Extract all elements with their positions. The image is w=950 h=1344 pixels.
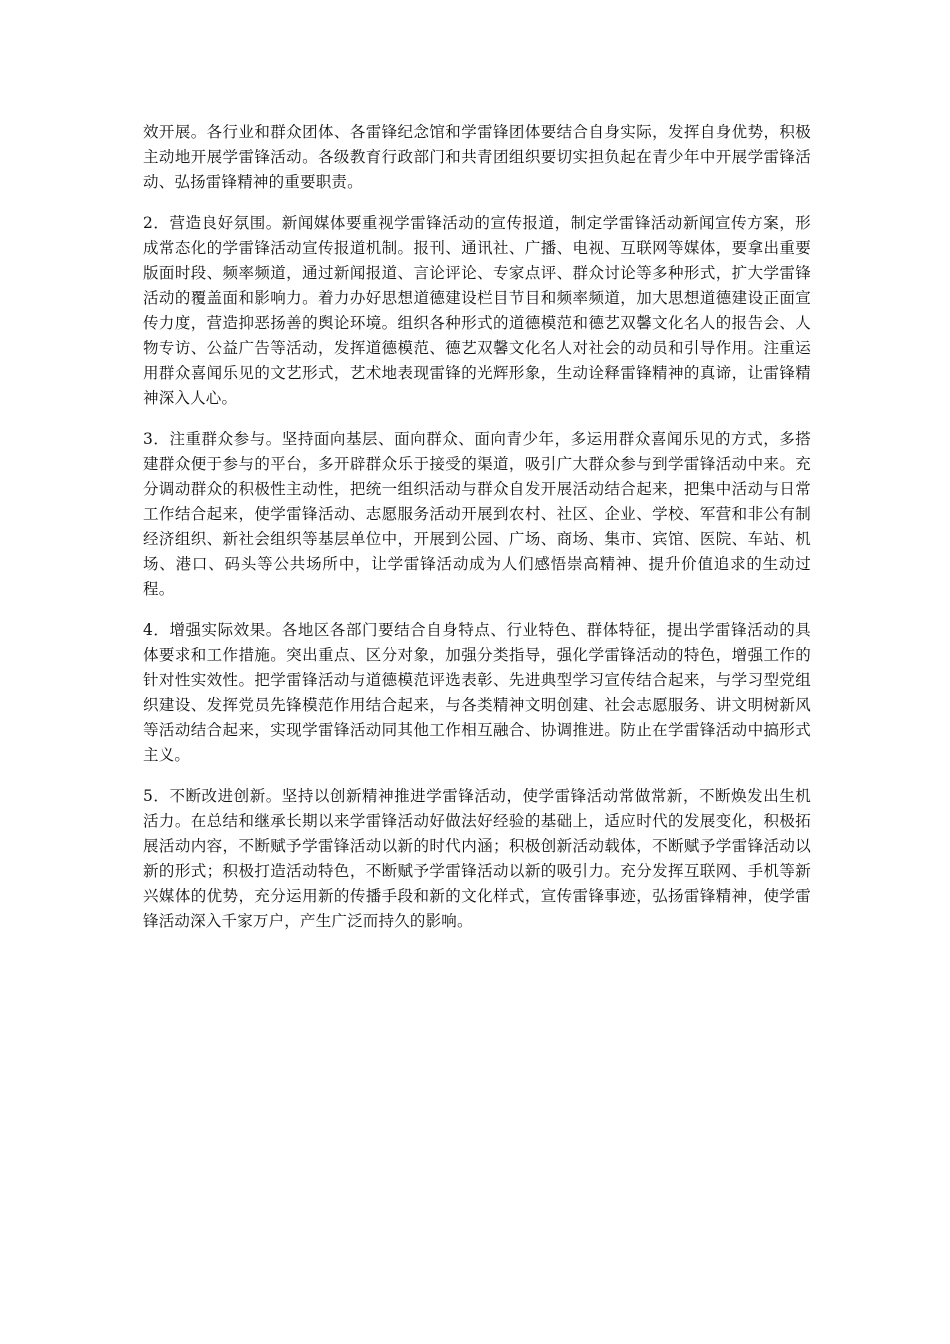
paragraph-item-2: 2．营造良好氛围。新闻媒体要重视学雷锋活动的宣传报道，制定学雷锋活动新闻宣传方案，形成常态化的学雷锋活动宣传报道机制。报刊、通讯社、广播、电视、互联网等媒体，要拿出重要版面时段、频率频道，通过新闻报道、言论评论、专家点评、群众讨论等多种形式，扩大学雷锋活动的覆盖面和影响力。着力办好思想道德建设栏目节目和频率频道，加大思想道德建设正面宣传力度，营造抑恶扬善的舆论环境。组织各种形式的道德模范和德艺双馨文化名人的报告会、人物专访、公益广告等活动，发挥道德模范、德艺双馨文化名人对社会的动员和引导作用。注重运用群众喜闻乐见的文艺形式，艺术地表现雷锋的光辉形象，生动诠释雷锋精神的真谛，让雷锋精神深入人心。 — [143, 214, 811, 407]
document-page — [143, 120, 811, 950]
paragraph-item-5: 5．不断改进创新。坚持以创新精神推进学雷锋活动，使学雷锋活动常做常新，不断焕发出生机活力。在总结和继承长期以来学雷锋活动好做法好经验的基础上，适应时代的发展变化，积极拓展活动内容，不断赋予学雷锋活动以新的时代内涵；积极创新活动载体，不断赋予学雷锋活动以新的形式；积极打造活动特色，不断赋予学雷锋活动以新的吸引力。充分发挥互联网、手机等新兴媒体的优势，充分运用新的传播手段和新的文化样式，宣传雷锋事迹，弘扬雷锋精神，使学雷锋活动深入千家万户，产生广泛而持久的影响。 — [143, 787, 811, 930]
paragraph-continuation: 效开展。各行业和群众团体、各雷锋纪念馆和学雷锋团体要结合自身实际，发挥自身优势，积极主动地开展学雷锋活动。各级教育行政部门和共青团组织要切实担负起在青少年中开展学雷锋活动、弘扬雷锋精神的重要职责。 — [143, 123, 811, 191]
paragraph-item-4: 4．增强实际效果。各地区各部门要结合自身特点、行业特色、群体特征，提出学雷锋活动的具体要求和工作措施。突出重点、区分对象，加强分类指导，强化学雷锋活动的特色，增强工作的针对性实效性。把学雷锋活动与道德模范评选表彰、先进典型学习宣传结合起来，与学习型党组织建设、发挥党员先锋模范作用结合起来，与各类精神文明创建、社会志愿服务、讲文明树新风等活动结合起来，实现学雷锋活动同其他工作相互融合、协调推进。防止在学雷锋活动中搞形式主义。 — [143, 621, 811, 764]
paragraph-item-3: 3．注重群众参与。坚持面向基层、面向群众、面向青少年，多运用群众喜闻乐见的方式，多搭建群众便于参与的平台，多开辟群众乐于接受的渠道，吸引广大群众参与到学雷锋活动中来。充分调动群众的积极性主动性，把统一组织活动与群众自发开展活动结合起来，把集中活动与日常工作结合起来，使学雷锋活动、志愿服务活动开展到农村、社区、企业、学校、军营和非公有制经济组织、新社会组织等基层单位中，开展到公园、广场、商场、集市、宾馆、医院、车站、机场、港口、码头等公共场所中，让学雷锋活动成为人们感悟崇高精神、提升价值追求的生动过程。 — [143, 430, 811, 598]
